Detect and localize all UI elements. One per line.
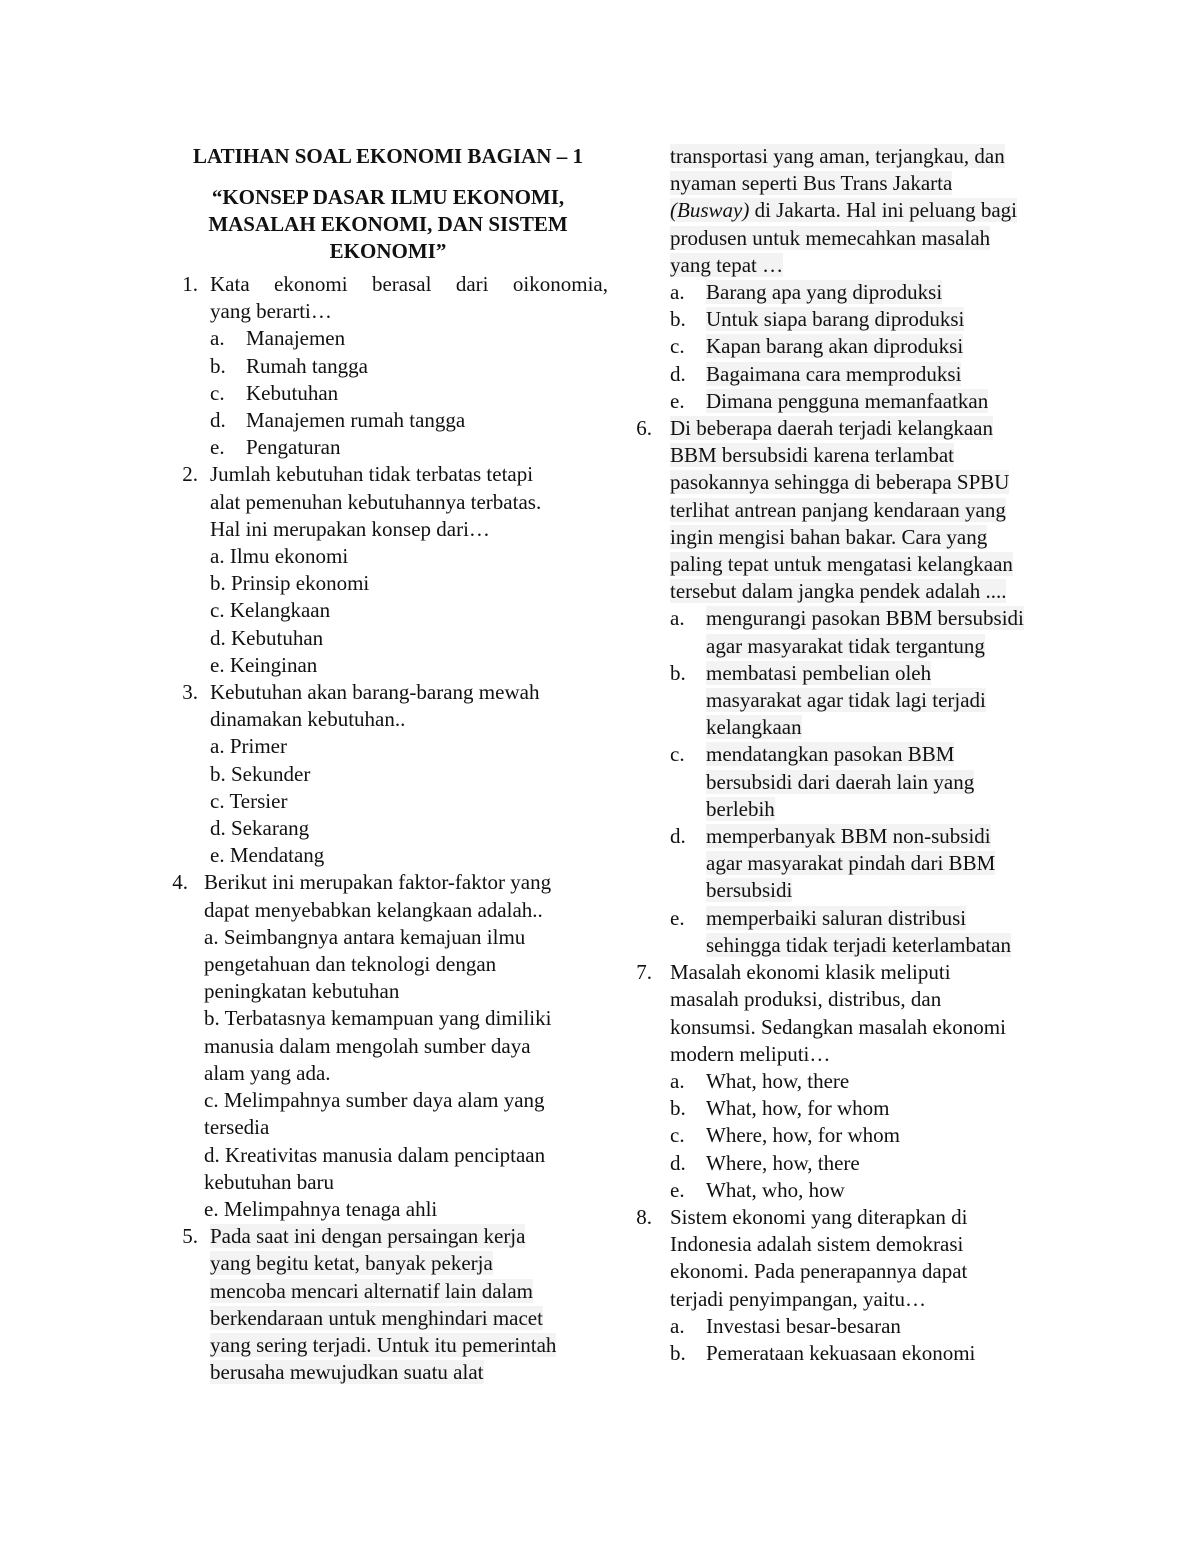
option-text-line: membatasi pembelian oleh: [706, 660, 932, 685]
option-label: b.: [670, 1096, 686, 1121]
option-a: [670, 279, 1058, 306]
question-text-line: Masalah ekonomi klasik meliputi: [670, 960, 951, 985]
option-b: [210, 353, 608, 380]
option-a: a. Ilmu ekonomi: [210, 544, 349, 569]
option-text: Where, how, there: [706, 1150, 860, 1175]
option-d: [670, 361, 1058, 388]
question-text-line: ingin mengisi bahan bakar. Cara yang: [670, 524, 988, 549]
option-label: b.: [210, 353, 226, 378]
option-b: [670, 1095, 1058, 1122]
busway-term: (Busway): [670, 198, 750, 223]
option-d-line: d. Kreativitas manusia dalam penciptaan: [204, 1142, 546, 1167]
option-a-line: a. Seimbangnya antara kemajuan ilmu: [204, 924, 526, 949]
question-text-line: yang sering terjadi. Untuk itu pemerintah: [210, 1332, 557, 1357]
option-c: [210, 380, 608, 407]
question-number: 3.: [182, 680, 198, 705]
option-a: [670, 605, 1058, 659]
option-text-line: sehingga tidak terjadi keterlambatan: [706, 932, 1011, 957]
option-a-line: pengetahuan dan teknologi dengan: [204, 952, 497, 977]
option-c: c. Tersier: [210, 788, 288, 813]
left-column: [168, 143, 608, 1386]
question-number: 1.: [182, 272, 198, 296]
question-text-line: dapat menyebabkan kelangkaan adalah..: [204, 897, 543, 922]
option-b-line: b. Terbatasnya kemampuan yang dimiliki: [204, 1006, 552, 1031]
option-label: a.: [670, 1068, 685, 1093]
option-text: Kapan barang akan diproduksi: [706, 334, 964, 359]
question-text-line: terlihat antrean panjang kendaraan yang: [670, 497, 1006, 522]
option-d: d. Sekarang: [210, 816, 310, 841]
option-b: [670, 306, 1058, 333]
option-e: e. Keinginan: [210, 652, 318, 677]
question-text-line: modern meliputi…: [670, 1041, 831, 1066]
option-d: [670, 823, 1058, 905]
option-text-line: mengurangi pasokan BBM bersubsidi: [706, 606, 1024, 631]
question-text-line: dinamakan kebutuhan..: [210, 707, 406, 732]
question-text: [210, 679, 608, 733]
option-label: c.: [210, 380, 225, 405]
option-c-line: c. Melimpahnya sumber daya alam yang: [204, 1088, 545, 1113]
right-column: [636, 143, 1058, 1367]
question-text-line: masalah produksi, distribus, dan: [670, 987, 942, 1012]
option-text-line: masyarakat agar tidak lagi terjadi: [706, 688, 986, 713]
option-text: Dimana pengguna memanfaatkan: [706, 388, 989, 413]
option-text-line: memperbanyak BBM non-subsidi: [706, 824, 991, 849]
option-text: What, who, how: [706, 1177, 845, 1202]
option-label: a.: [670, 1313, 685, 1338]
question-1: [168, 271, 608, 461]
document-title: LATIHAN SOAL EKONOMI BAGIAN – 1: [193, 144, 583, 168]
question-text-line: Sistem ekonomi yang diterapkan di: [670, 1204, 968, 1229]
option-b-line: manusia dalam mengolah sumber daya: [204, 1033, 531, 1058]
option-text-line: agar masyarakat pindah dari BBM: [706, 851, 996, 876]
option-label: c.: [670, 742, 685, 767]
question-number: 6.: [636, 416, 652, 441]
question-text-line: yang begitu ketat, banyak pekerja: [210, 1251, 493, 1276]
option-e: [670, 1177, 1058, 1204]
question-text-line: yang berarti…: [210, 299, 332, 324]
option-label: b.: [670, 660, 686, 685]
option-d-line: kebutuhan baru: [204, 1169, 335, 1194]
option-e: [670, 905, 1058, 959]
subtitle-line: “KONSEP DASAR ILMU EKONOMI,: [211, 185, 565, 209]
question-text: [210, 271, 608, 325]
option-label: d.: [670, 824, 686, 849]
option-text: Untuk siapa barang diproduksi: [706, 307, 965, 332]
option-d: [210, 407, 608, 434]
option-e: [210, 434, 608, 461]
option-a-line: peningkatan kebutuhan: [204, 979, 400, 1004]
option-label: a.: [670, 606, 685, 631]
question-text-line: Di beberapa daerah terjadi kelangkaan: [670, 416, 993, 441]
question-text-line: yang tepat …: [670, 252, 784, 277]
option-text: What, how, there: [706, 1068, 850, 1093]
option-b: b. Prinsip ekonomi: [210, 571, 370, 596]
option-b: [670, 1340, 1058, 1367]
question-text-line: Indonesia adalah sistem demokrasi: [670, 1232, 964, 1257]
question-6: [636, 415, 1058, 959]
question-text-line: berkendaraan untuk menghindari macet: [210, 1305, 543, 1330]
option-d: d. Kebutuhan: [210, 625, 324, 650]
question-text-line: Kebutuhan akan barang-barang mewah: [210, 680, 540, 705]
option-b: [670, 660, 1058, 742]
question-number: 8.: [636, 1204, 652, 1229]
option-label: a.: [670, 280, 685, 305]
option-text-line: agar masyarakat tidak tergantung: [706, 633, 985, 658]
option-label: c.: [670, 334, 685, 359]
option-c: c. Kelangkaan: [210, 598, 331, 623]
option-c: [670, 1122, 1058, 1149]
option-label: d.: [210, 408, 226, 433]
option-b-line: alam yang ada.: [204, 1060, 331, 1085]
option-label: a.: [210, 326, 225, 351]
question-number: 2.: [182, 462, 198, 487]
option-label: e.: [210, 435, 225, 460]
option-label: d.: [670, 1150, 686, 1175]
option-text: Kebutuhan: [246, 380, 339, 405]
option-text-line: berlebih: [706, 796, 775, 821]
question-text-line: Kata ekonomi berasal dari oikonomia,: [210, 272, 608, 296]
question-number: 5.: [182, 1224, 198, 1249]
option-a: a. Primer: [210, 734, 287, 759]
question-3: [168, 679, 608, 869]
option-text: Manajemen: [246, 326, 346, 351]
option-text-line: memperbaiki saluran distribusi: [706, 905, 967, 930]
option-label: b.: [670, 307, 686, 332]
option-text: Pemerataan kekuasaan ekonomi: [706, 1340, 976, 1365]
question-8: [636, 1204, 1058, 1367]
option-text: Barang apa yang diproduksi: [706, 280, 943, 305]
question-text-line: Hal ini merupakan konsep dari…: [210, 516, 490, 541]
question-number: 4.: [172, 870, 188, 895]
question-text-line: Jumlah kebutuhan tidak terbatas tetapi: [210, 462, 534, 487]
option-c: [670, 741, 1058, 823]
document-subtitle: [168, 184, 608, 265]
option-e: e. Mendatang: [210, 843, 325, 868]
option-label: d.: [670, 361, 686, 386]
question-7: [636, 959, 1058, 1204]
question-text-line: tersebut dalam jangka pendek adalah ....: [670, 579, 1007, 604]
question-text-line: Pada saat ini dengan persaingan kerja: [210, 1224, 526, 1249]
option-d: [670, 1150, 1058, 1177]
question-5: [168, 1223, 608, 1386]
question-text-line: terjadi penyimpangan, yaitu…: [670, 1286, 927, 1311]
option-text-line: bersubsidi dari daerah lain yang: [706, 769, 975, 794]
option-text-line: kelangkaan: [706, 715, 802, 740]
option-text: Bagaimana cara memproduksi: [706, 361, 962, 386]
question-4: [168, 869, 608, 1223]
question-text-line: pasokannya sehingga di beberapa SPBU: [670, 470, 1010, 495]
question-text: [210, 1223, 608, 1386]
option-c: [670, 333, 1058, 360]
option-label: e.: [670, 1177, 685, 1202]
option-label: e.: [670, 905, 685, 930]
option-text: Manajemen rumah tangga: [246, 408, 466, 433]
option-label: c.: [670, 1123, 685, 1148]
question-text-line: Berikut ini merupakan faktor-faktor yang: [204, 870, 552, 895]
question-text-line: nyaman seperti Bus Trans Jakarta: [670, 171, 953, 196]
option-e-line: e. Melimpahnya tenaga ahli: [204, 1196, 438, 1221]
question-2: [168, 461, 608, 679]
option-e: [670, 388, 1058, 415]
question-text-line: transportasi yang aman, terjangkau, dan: [670, 144, 1005, 168]
question-text: [204, 869, 608, 923]
question-text-line: berusaha mewujudkan suatu alat: [210, 1360, 484, 1385]
option-a: [670, 1313, 1058, 1340]
question-5-continued: [636, 143, 1058, 415]
option-label: e.: [670, 388, 685, 413]
question-text: [210, 461, 608, 543]
subtitle-line: MASALAH EKONOMI, DAN SISTEM: [208, 212, 568, 236]
option-text: Investasi besar-besaran: [706, 1313, 901, 1338]
option-text-line: mendatangkan pasokan BBM: [706, 742, 955, 767]
question-text-line: ekonomi. Pada penerapannya dapat: [670, 1259, 968, 1284]
option-label: b.: [670, 1340, 686, 1365]
option-text: Pengaturan: [246, 435, 341, 460]
option-c-line: tersedia: [204, 1115, 270, 1140]
question-text-line: BBM bersubsidi karena terlambat: [670, 443, 955, 468]
question-text-line: mencoba mencari alternatif lain dalam: [210, 1278, 534, 1303]
question-text-line: di Jakarta. Hal ini peluang bagi: [749, 198, 1017, 223]
question-text-line: paling tepat untuk mengatasi kelangkaan: [670, 552, 1013, 577]
option-a: [210, 325, 608, 352]
option-text: Where, how, for whom: [706, 1123, 900, 1148]
subtitle-line: EKONOMI”: [329, 239, 447, 263]
question-text-line: produsen untuk memecahkan masalah: [670, 225, 991, 250]
option-text: Rumah tangga: [246, 353, 368, 378]
option-text: What, how, for whom: [706, 1096, 890, 1121]
question-text-line: konsumsi. Sedangkan masalah ekonomi: [670, 1014, 1006, 1039]
option-b: b. Sekunder: [210, 761, 311, 786]
option-a: [670, 1068, 1058, 1095]
option-text-line: bersubsidi: [706, 878, 793, 903]
question-text-line: alat pemenuhan kebutuhannya terbatas.: [210, 489, 542, 514]
question-number: 7.: [636, 960, 652, 985]
